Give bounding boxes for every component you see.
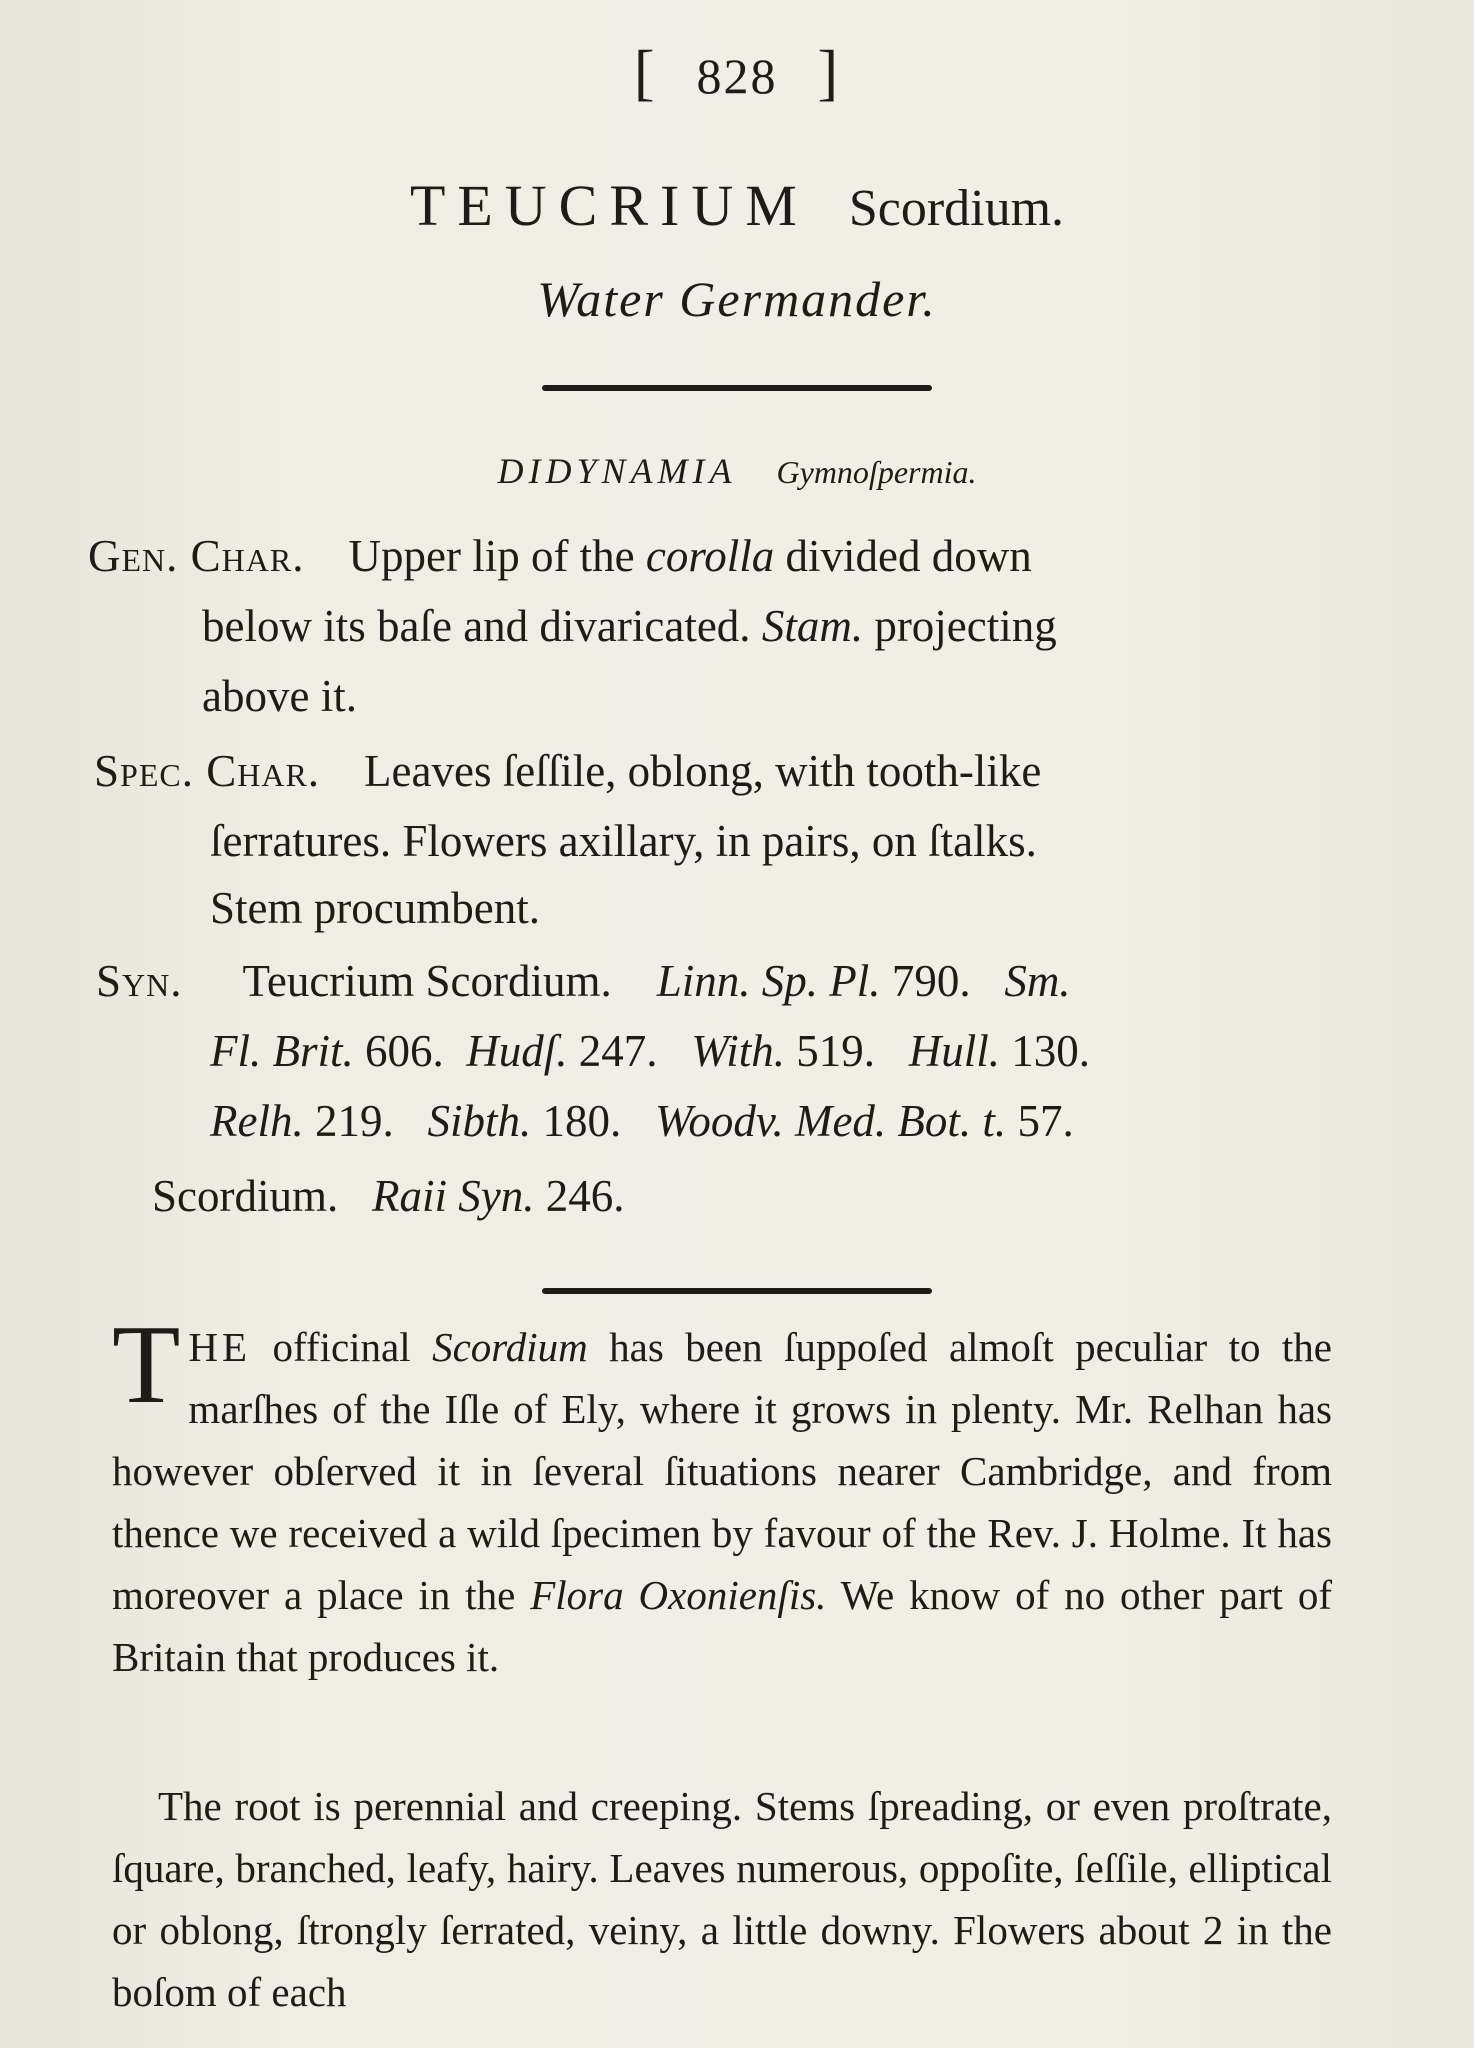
drop-cap: T [112,1303,181,1427]
ornamental-rule-2 [542,1288,932,1294]
gen-char-label: Gen. Char. [88,531,305,581]
spec-char-line-2: ſerratures. Flowers axillary, in pairs, on ſtalks. [210,816,1037,866]
gen-char-line-1: Gen. Char. Upper lip of the corolla divided down [88,531,1032,581]
genus-name: TEUCRIUM [409,173,809,238]
gen-char-line-2: below its baſe and divaricated. Stam. projecting [202,601,1057,651]
spec-char-line-1: Spec. Char. Leaves ſeſſile, oblong, with tooth-like [94,746,1042,796]
linnaean-classification [0,450,1474,492]
syn-line-1: Syn. Teucrium Scordium. Linn. Sp. Pl. 790. Sm. [96,956,1071,1006]
species-title [0,172,1474,239]
order-name: Gymnoſpermia. [776,454,977,490]
page-number: [ 828 ] [633,39,841,107]
species-name: Scordium. [848,180,1065,237]
syn-label: Syn. [96,956,183,1006]
ornamental-rule [542,385,932,391]
spec-char-label: Spec. Char. [94,746,321,796]
syn-line-2: Fl. Brit. 606. Hudſ. 247. With. 519. Hull. 130. [210,1026,1091,1076]
description-paragraph-2: The root is perennial and creeping. Stems ſpreading, or even proſtrate, ſquare, branched, leafy, hairy. Leaves numerous, oppoſite, ſeſſile, elliptical or oblong, ſtrongly ſerrated, veiny, a little downy. Flowers about 2 in the boſom of each [112,1783,1332,2015]
class-name: DIDYNAMIA [497,451,737,491]
syn-line-3: Relh. 219. Sibth. 180. Woodv. Med. Bot. t. 57. [210,1096,1074,1146]
spec-char-line-3: Stem procumbent. [210,883,540,933]
syn-line-4: Scordium. Raii Syn. 246. [152,1171,625,1221]
gen-char-line-3: above it. [202,671,357,721]
description-paragraph-1: THE officinal Scordium has been ſuppoſed almoſt peculiar to the marſhes of the Iſle of Ely, where it grows in plenty. Mr. Relhan has however obſerved it in ſeveral ſituations nearer Cambridge, and from thence we received a wild ſpecimen by favour of the Rev. J. Holme. It has moreover a place in the Flora Oxonienſis. We know of no other part of Britain that produces it. [112,1303,1332,1680]
common-name: Water Germander. [537,271,937,327]
